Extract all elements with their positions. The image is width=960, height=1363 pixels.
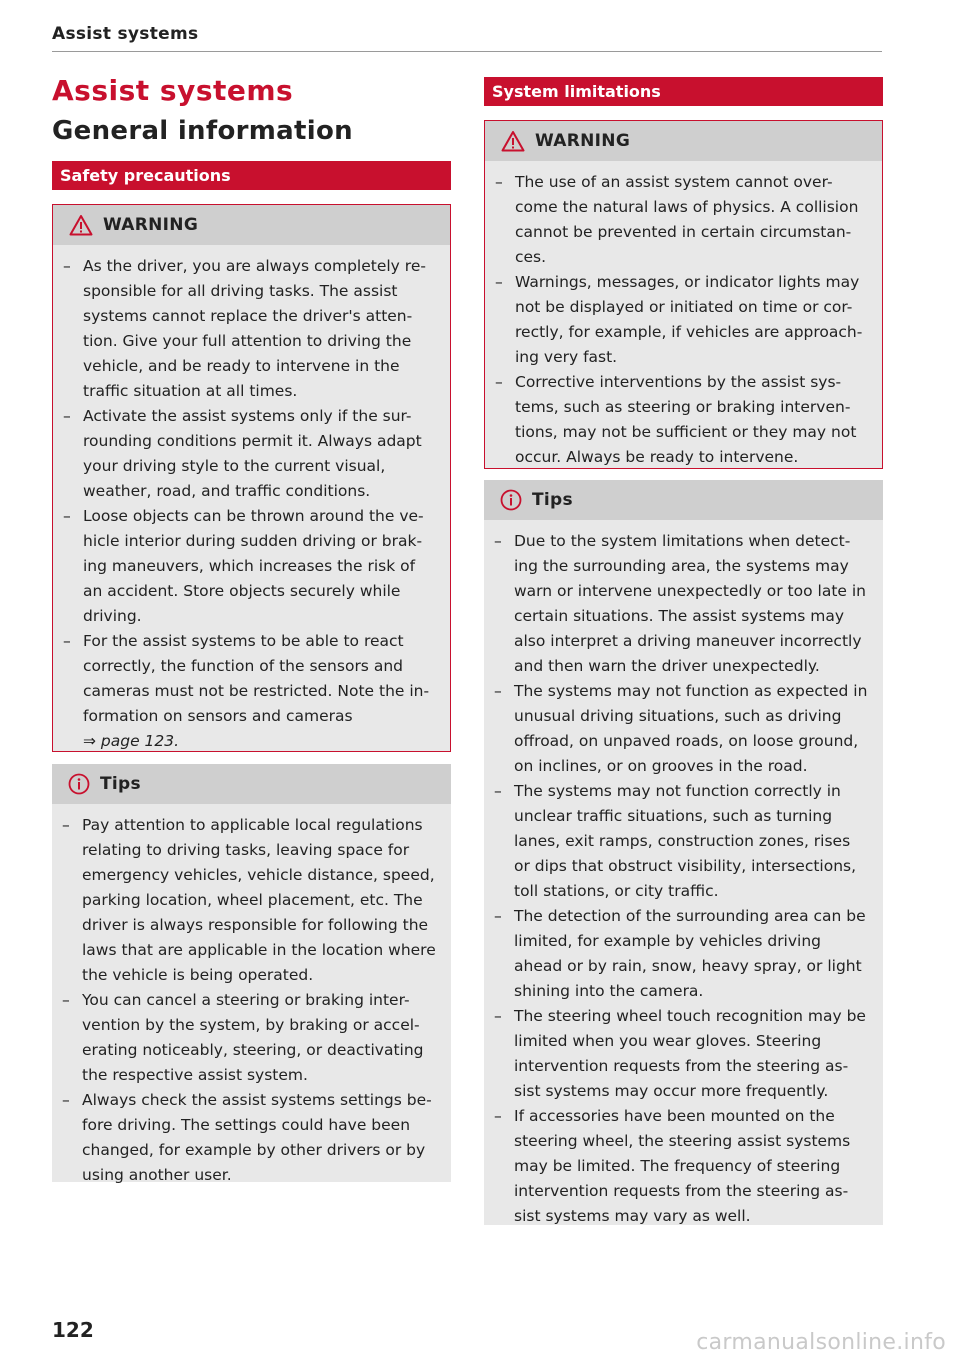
warning-triangle-icon [69, 214, 93, 236]
tips-box-safety [52, 764, 451, 1182]
list-item: – The systems may not function correctly in unclear traffic situations, such as turning lanes, exit ramps, construction zones, rises or dips that obstruct visibility, intersections, toll stations, or city traffic. [494, 779, 869, 904]
warning-box-safety [52, 204, 451, 752]
page-reference-link[interactable]: ⇒ page 123. [83, 732, 180, 750]
section-heading-safety-precautions: Safety precautions [52, 161, 451, 190]
tips-header [52, 764, 451, 804]
warning-list [485, 161, 882, 480]
list-item: – The systems may not function as expected in unusual driving situations, such as driving offroad, on unpaved roads, on loose ground, on inclines, or on grooves in the road. [494, 679, 869, 779]
list-item: – The use of an assist system cannot over-come the natural laws of physics. A collision cannot be prevented in certain circumstan-ces. [495, 170, 868, 270]
warning-header [485, 121, 882, 161]
section-heading-system-limitations: System limitations [484, 77, 883, 106]
list-item: – The steering wheel touch recognition may be limited when you wear gloves. Steering intervention requests from the steering as-sist systems may occur more frequently. [494, 1004, 869, 1104]
info-icon [68, 773, 90, 795]
page-title: Assist systems [52, 74, 294, 107]
tips-box-limitations [484, 480, 883, 1225]
tips-label: Tips [100, 774, 141, 794]
tips-label: Tips [532, 490, 573, 510]
list-item: – As the driver, you are always completely re-sponsible for all driving tasks. The assist systems cannot replace the driver's atten-tion. Give your full attention to driving the vehicle, and be ready to intervene in the traffic situation at all times. [63, 254, 436, 404]
page-subtitle: General information [52, 116, 353, 146]
warning-list [53, 245, 450, 764]
watermark: carmanualsonline.info [696, 1330, 946, 1355]
list-item: – Activate the assist systems only if the sur-rounding conditions permit it. Always adapt your driving style to the current visual, weather, road, and traffic conditions. [63, 404, 436, 504]
list-item: – Warnings, messages, or indicator lights may not be displayed or initiated on time or cor-rectly, for example, if vehicles are approach-ing very fast. [495, 270, 868, 370]
list-item: – Loose objects can be thrown around the ve-hicle interior during sudden driving or brak-ing maneuvers, which increases the risk of an accident. Store objects securely while driving. [63, 504, 436, 629]
header-rule [52, 51, 882, 52]
page-number: 122 [52, 1318, 94, 1342]
warning-box-limitations [484, 120, 883, 469]
list-item: – Corrective interventions by the assist sys-tems, such as steering or braking interven-tions, may not be sufficient or they may not occur. Always be ready to intervene. [495, 370, 868, 470]
running-header: Assist systems [52, 24, 199, 44]
warning-label: WARNING [535, 131, 631, 151]
list-item: – You can cancel a steering or braking inter-vention by the system, by braking or accel-erating noticeably, steering, or deactivating the respective assist system. [62, 988, 437, 1088]
info-icon [500, 489, 522, 511]
list-item: – The detection of the surrounding area can be limited, for example by vehicles driving ahead or by rain, snow, heavy spray, or light shining into the camera. [494, 904, 869, 1004]
list-item: – Pay attention to applicable local regulations relating to driving tasks, leaving space for emergency vehicles, vehicle distance, speed, parking location, wheel placement, etc. The driver is always responsible for following the laws that are applicable in the location where the vehicle is being operated. [62, 813, 437, 988]
list-item: – Due to the system limitations when detect-ing the surrounding area, the systems may warn or intervene unexpectedly or too late in certain situations. The assist systems may also interpret a driving maneuver incorrectly and then warn the driver unexpectedly. [494, 529, 869, 679]
warning-label: WARNING [103, 215, 199, 235]
list-item-text: For the assist systems to be able to react correctly, the function of the sensors and cameras must not be restricted. Note the in-formation on sensors and cameras [83, 632, 430, 725]
list-item [63, 629, 436, 754]
warning-triangle-icon [501, 130, 525, 152]
tips-list [52, 804, 451, 1198]
warning-header [53, 205, 450, 245]
list-item: – Always check the assist systems settings be-fore driving. The settings could have been changed, for example by other drivers or by using another user. [62, 1088, 437, 1188]
list-item: – If accessories have been mounted on the steering wheel, the steering assist systems may be limited. The frequency of steering intervention requests from the steering as-sist systems may vary as well. [494, 1104, 869, 1229]
tips-list [484, 520, 883, 1239]
tips-header [484, 480, 883, 520]
